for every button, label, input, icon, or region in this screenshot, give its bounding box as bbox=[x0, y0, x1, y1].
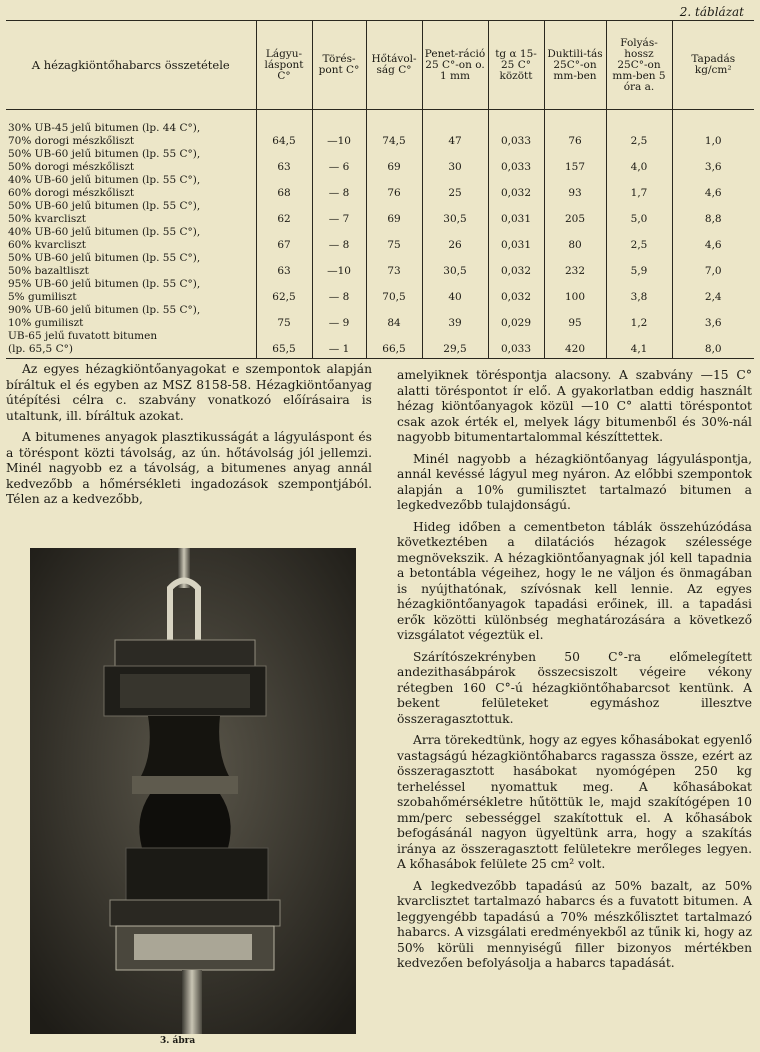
composition-cell bbox=[6, 252, 256, 278]
column-header: Folyás-hossz 25C°-on mm-ben 5 óra a. bbox=[606, 21, 672, 110]
composition-line: UB-65 jelű fuvatott bitumen bbox=[8, 330, 158, 342]
value-cell: 26 bbox=[422, 226, 488, 252]
composition-line: 40% UB-60 jelű bitumen (lp. 55 C°), bbox=[8, 174, 201, 186]
paragraph: Az egyes hézagkiöntőanyagokat e szempontok alapján bíráltuk el és egyben az MSZ 8158-58. Hézagkiöntőanyag útépítési célra c. szabvány vonatkozó előírásaira is utaltunk, ill. bíráltuk azokat. bbox=[6, 362, 372, 423]
value-cell: 157 bbox=[544, 148, 606, 174]
value-cell: 47 bbox=[422, 110, 488, 149]
value-cell: 2,4 bbox=[672, 278, 754, 304]
value-cell: 75 bbox=[366, 226, 422, 252]
value-cell: 205 bbox=[544, 200, 606, 226]
composition-cell bbox=[6, 148, 256, 174]
column-header: Hőtávol-ság C° bbox=[366, 21, 422, 110]
value-cell: 66,5 bbox=[366, 330, 422, 359]
value-cell: 39 bbox=[422, 304, 488, 330]
table-row bbox=[6, 110, 754, 149]
paragraph: Hideg időben a cementbeton táblák összehúzódása következtében a dilatációs hézagok szélessége megnövekszik. A hézagkiöntőanyagnak jól kell tapadnia a betontábla végeihez, hogy le ne váljon és önmagában is nyújthatónak, szívósnak kell lennie. Az egyes hézagkiöntőanyagok tapadási erőinek, ill. a tapadási erők közötti különbség meghatározására a következő vizsgálatot végeztük el. bbox=[397, 519, 752, 642]
table-row bbox=[6, 148, 754, 174]
composition-line: 90% UB-60 jelű bitumen (lp. 55 C°), bbox=[8, 304, 201, 316]
value-cell: 30,5 bbox=[422, 200, 488, 226]
value-cell: 4,6 bbox=[672, 226, 754, 252]
value-cell: 84 bbox=[366, 304, 422, 330]
composition-cell bbox=[6, 330, 256, 359]
value-cell: 3,6 bbox=[672, 304, 754, 330]
composition-cell bbox=[6, 174, 256, 200]
value-cell: 2,5 bbox=[606, 226, 672, 252]
value-cell: 70,5 bbox=[366, 278, 422, 304]
composition-cell bbox=[6, 226, 256, 252]
value-cell: — 9 bbox=[312, 304, 366, 330]
value-cell: 76 bbox=[544, 110, 606, 149]
table-body bbox=[6, 110, 754, 359]
composition-line: 30% UB-45 jelű bitumen (lp. 44 C°), bbox=[8, 122, 201, 134]
table-header-row bbox=[6, 21, 754, 110]
value-cell: — 8 bbox=[312, 226, 366, 252]
value-cell: 420 bbox=[544, 330, 606, 359]
value-cell: 0,033 bbox=[488, 148, 544, 174]
composition-cell bbox=[6, 304, 256, 330]
paragraph: Minél nagyobb a hézagkiöntőanyag lágyuláspontja, annál kevéssé lágyul meg nyáron. Az előbbi szempontok alapján a 10% gumilisztet tartalmazó bitumen a legkedvezőbb tulajdonságú. bbox=[397, 451, 752, 512]
value-cell: 73 bbox=[366, 252, 422, 278]
composition-line: 70% dorogi mészkőliszt bbox=[8, 134, 135, 147]
column-header: Lágyu-láspont C° bbox=[256, 21, 312, 110]
value-cell: 69 bbox=[366, 148, 422, 174]
value-cell: 0,032 bbox=[488, 174, 544, 200]
value-cell: 5,0 bbox=[606, 200, 672, 226]
value-cell: 4,6 bbox=[672, 174, 754, 200]
value-cell: 0,031 bbox=[488, 226, 544, 252]
paragraph: Arra törekedtünk, hogy az egyes kőhasábokat egyenlő vastagságú hézagkiöntőhabarcs ragassza össze, ezért az összeragasztott hasábokat nyomógépen 250 kg terheléssel nyomattuk meg. A kőhasábokat szobahőmérsékletre hűtöttük le, majd szakítógépen 10 mm/perc sebességgel szakítottuk el. A kőhasábok befogásánál nagyon ügyeltünk arra, hogy a szakítás iránya az összeragasztott felületekre merőleges legyen. A kőhasábok felülete 25 cm² volt. bbox=[397, 733, 752, 871]
value-cell: 30 bbox=[422, 148, 488, 174]
composition-line: 50% kvarcliszt bbox=[8, 212, 86, 225]
table-label: 2. táblázat bbox=[679, 5, 744, 19]
value-cell: —10 bbox=[312, 110, 366, 149]
value-cell: 0,033 bbox=[488, 330, 544, 359]
value-cell: 0,033 bbox=[488, 110, 544, 149]
value-cell: 1,2 bbox=[606, 304, 672, 330]
value-cell: 64,5 bbox=[256, 110, 312, 149]
value-cell: 69 bbox=[366, 200, 422, 226]
value-cell: 65,5 bbox=[256, 330, 312, 359]
composition-line: 50% dorogi mészkőliszt bbox=[8, 160, 135, 173]
table-row bbox=[6, 252, 754, 278]
composition-line: 95% UB-60 jelű bitumen (lp. 55 C°), bbox=[8, 278, 201, 290]
composition-line: 40% UB-60 jelű bitumen (lp. 55 C°), bbox=[8, 226, 201, 238]
value-cell: — 8 bbox=[312, 174, 366, 200]
figure-photo bbox=[30, 548, 356, 1034]
column-header: Penet-ráció 25 C°-on o. 1 mm bbox=[422, 21, 488, 110]
value-cell: — 1 bbox=[312, 330, 366, 359]
column-header: Tapadás kg/cm² bbox=[672, 21, 754, 110]
value-cell: — 7 bbox=[312, 200, 366, 226]
column-header: Törés-pont C° bbox=[312, 21, 366, 110]
table-row bbox=[6, 200, 754, 226]
left-text-column bbox=[6, 362, 372, 514]
value-cell: 67 bbox=[256, 226, 312, 252]
composition-line: 10% gumiliszt bbox=[8, 316, 84, 329]
composition-line: 50% bazaltliszt bbox=[8, 264, 89, 277]
composition-cell bbox=[6, 110, 256, 149]
test-clamp-photo bbox=[30, 548, 356, 1034]
column-header: tg α 15-25 C° között bbox=[488, 21, 544, 110]
value-cell: 40 bbox=[422, 278, 488, 304]
table-row bbox=[6, 174, 754, 200]
composition-line: 60% kvarcliszt bbox=[8, 238, 86, 251]
composition-line: 50% UB-60 jelű bitumen (lp. 55 C°), bbox=[8, 148, 201, 160]
composition-line: 60% dorogi mészkőliszt bbox=[8, 186, 135, 199]
composition-line: 50% UB-60 jelű bitumen (lp. 55 C°), bbox=[8, 252, 201, 264]
composition-cell bbox=[6, 200, 256, 226]
composition-line: 5% gumiliszt bbox=[8, 290, 77, 303]
table-row bbox=[6, 330, 754, 359]
value-cell: 80 bbox=[544, 226, 606, 252]
value-cell: 3,6 bbox=[672, 148, 754, 174]
value-cell: 63 bbox=[256, 148, 312, 174]
right-text-column bbox=[397, 368, 752, 978]
value-cell: — 6 bbox=[312, 148, 366, 174]
value-cell: 68 bbox=[256, 174, 312, 200]
composition-line: (lp. 65,5 C°) bbox=[8, 342, 73, 355]
value-cell: 75 bbox=[256, 304, 312, 330]
paragraph: amelyiknek töréspontja alacsony. A szabvány —15 C° alatti töréspontot ír elő. A gyakorlatban eddig használt hézag kiöntőanyagok közül —10 C° alatti töréspontot csak azok érték el, melyek lágy bitumenből és 30%-nál nagyobb bitumentartalommal készíttettek. bbox=[397, 368, 752, 444]
figure-caption: 3. ábra bbox=[160, 1036, 196, 1046]
value-cell: 7,0 bbox=[672, 252, 754, 278]
value-cell: 63 bbox=[256, 252, 312, 278]
value-cell: — 8 bbox=[312, 278, 366, 304]
value-cell: 62 bbox=[256, 200, 312, 226]
value-cell: 76 bbox=[366, 174, 422, 200]
value-cell: 232 bbox=[544, 252, 606, 278]
table-row bbox=[6, 278, 754, 304]
value-cell: 4,1 bbox=[606, 330, 672, 359]
value-cell: 8,8 bbox=[672, 200, 754, 226]
value-cell: 100 bbox=[544, 278, 606, 304]
value-cell: 95 bbox=[544, 304, 606, 330]
composition-line: 50% UB-60 jelű bitumen (lp. 55 C°), bbox=[8, 200, 201, 212]
paragraph: Szárítószekrényben 50 C°-ra előmelegített andezithasábpárok összecsiszolt végeire vékony rétegben 160 C°-ú hézagkiöntőhabarcsot kentünk. A bekent felületeket egymáshoz illesztve összeragasztottuk. bbox=[397, 649, 752, 726]
value-cell: 4,0 bbox=[606, 148, 672, 174]
value-cell: 93 bbox=[544, 174, 606, 200]
value-cell: 8,0 bbox=[672, 330, 754, 359]
data-table bbox=[6, 20, 754, 359]
composition-cell bbox=[6, 278, 256, 304]
value-cell: 2,5 bbox=[606, 110, 672, 149]
value-cell: 1,7 bbox=[606, 174, 672, 200]
column-header: Duktili-tás 25C°-on mm-ben bbox=[544, 21, 606, 110]
value-cell: 0,029 bbox=[488, 304, 544, 330]
value-cell: 3,8 bbox=[606, 278, 672, 304]
value-cell: 30,5 bbox=[422, 252, 488, 278]
paragraph: A bitumenes anyagok plasztikusságát a lágyuláspont és a töréspont közti távolság, az ún. hőtávolság jól jellemzi. Minél nagyobb ez a távolság, a bitumenes anyag annál kedvezőbb a hőmérsékleti ingadozások szempontjából. Télen az a kedvezőbb, bbox=[6, 430, 372, 506]
column-header-composition: A hézagkiöntőhabarcs összetétele bbox=[6, 21, 256, 110]
value-cell: 0,032 bbox=[488, 278, 544, 304]
value-cell: 29,5 bbox=[422, 330, 488, 359]
value-cell: 62,5 bbox=[256, 278, 312, 304]
table-row bbox=[6, 226, 754, 252]
value-cell: 74,5 bbox=[366, 110, 422, 149]
table-row bbox=[6, 304, 754, 330]
value-cell: —10 bbox=[312, 252, 366, 278]
value-cell: 5,9 bbox=[606, 252, 672, 278]
value-cell: 1,0 bbox=[672, 110, 754, 149]
value-cell: 0,032 bbox=[488, 252, 544, 278]
value-cell: 0,031 bbox=[488, 200, 544, 226]
paragraph: A legkedvezőbb tapadású az 50% bazalt, az 50% kvarclisztet tartalmazó habarcs és a fuvatott bitumen. A leggyengébb tapadású a 70% mészkőlisztet tartalmazó habarcs. A vizsgálati eredményekből az tűnik ki, hogy az 50% körüli mennyiségű filler bizonyos mértékben kedvezően befolyásolja a habarcs tapadását. bbox=[397, 878, 752, 970]
value-cell: 25 bbox=[422, 174, 488, 200]
